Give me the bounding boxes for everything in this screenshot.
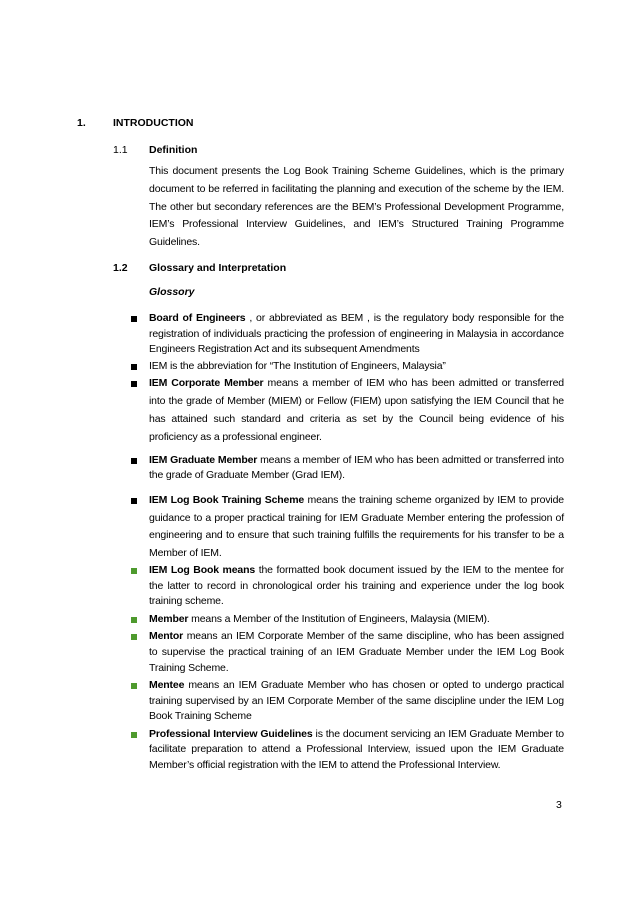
square-bullet-icon — [131, 568, 137, 574]
glossary-definition: means a member of IEM who has been admitted or transferred into the grade of Member (MIEM) or Fellow (FIEM) upon satisfying the IEM Council that he has attained such standard and criteria as set by the Council being evidence of his proficiency as a professional engineer. — [149, 377, 564, 443]
square-bullet-icon — [131, 316, 137, 322]
glossary-item-professional-interview-guidelines — [131, 727, 564, 774]
subsection-number-definition: 1.1 — [113, 144, 128, 156]
subsection-number-glossary: 1.2 — [113, 262, 128, 274]
glossary-definition: means a member of IEM who has been admitted or transferred into the grade of Graduate Member (Grad IEM). — [149, 453, 564, 482]
square-bullet-icon — [131, 458, 137, 464]
glossary-definition: means the training scheme organized by IEM to provide guidance to a proper practical training for IEM Graduate Member entering the profession of engineering and to ensure that such training fulfills the requirements for his transfer to be a Member of IEM. — [149, 493, 564, 560]
glossary-term: Board of Engineers — [149, 312, 246, 324]
glossary-list — [131, 311, 564, 774]
square-bullet-icon — [131, 683, 137, 689]
glossary-term: IEM Graduate Member — [149, 453, 258, 466]
section-number: 1. — [77, 117, 86, 129]
glossary-definition: , or abbreviated as BEM , is the regulatory body responsible for the registration of individuals practicing the profession of engineering in Malaysia in accordance Engineers Registration Act and its subsequent Amendments — [149, 312, 564, 356]
subsection-title-glossary: Glossary and Interpretation — [149, 262, 287, 274]
glossary-item-mentor — [131, 629, 564, 676]
square-bullet-icon — [131, 498, 137, 504]
glossary-item-iem-graduate-member — [131, 453, 564, 484]
glossary-item-iem-log-book — [131, 563, 564, 610]
glossary-definition: means an IEM Corporate Member of the same discipline, who has been assigned to supervise the practical training of an IEM Graduate Member under the IEM Log Book Training Scheme. — [149, 630, 564, 674]
square-bullet-icon — [131, 617, 137, 623]
subsection-title-definition: Definition — [149, 144, 198, 156]
definition-paragraph: This document presents the Log Book Training Scheme Guidelines, which is the primary document to be referred in facilitating the planning and execution of the scheme by the IEM. The other but secondary references are the BEM’s Professional Development Programme, IEM’s Professional Interview Guidelines, and IEM’s Structured Training Programme Guidelines. — [149, 165, 564, 249]
glossary-item-board-of-engineers — [131, 311, 564, 358]
square-bullet-icon — [131, 732, 137, 738]
glossary-term: Mentee — [149, 679, 185, 692]
glossary-definition: IEM is the abbreviation for “The Institution of Engineers, Malaysia” — [149, 359, 446, 372]
glossary-item-iem-corporate-member — [131, 375, 564, 446]
glossary-term: Professional Interview Guidelines — [149, 727, 313, 740]
glossary-term: Mentor — [149, 630, 184, 643]
glossary-definition: is the document servicing an IEM Graduate Member to facilitate preparation to attend a Professional Interview, issued upon the IEM Graduate Member’s official registration with the IEM to attend the Professional Interview. — [149, 727, 564, 772]
square-bullet-icon — [131, 364, 137, 370]
glossary-definition: means a Member of the Institution of Engineers, Malaysia (MIEM). — [188, 612, 490, 625]
glossary-term: IEM Log Book means — [149, 563, 256, 576]
glossary-term: Member — [149, 612, 189, 625]
page-number: 3 — [556, 799, 562, 811]
glossary-item-log-book-training-scheme — [131, 492, 564, 563]
glossory-label: Glossory — [149, 286, 195, 298]
square-bullet-icon — [131, 634, 137, 640]
section-title: INTRODUCTION — [113, 117, 194, 129]
glossary-item-mentee — [131, 678, 564, 725]
glossary-item-iem-abbreviation — [131, 359, 564, 375]
glossary-definition: means an IEM Graduate Member who has chosen or opted to undergo practical training supervised by an IEM Corporate Member of the same discipline under the IEM Log Book Training Scheme — [149, 679, 564, 723]
square-bullet-icon — [131, 381, 137, 387]
glossary-item-member — [131, 612, 564, 628]
glossary-term: IEM Log Book Training Scheme — [149, 493, 305, 506]
glossary-definition: the formatted book document issued by the IEM to the mentee for the latter to record in chronological order his training and experience under the log book training scheme. — [149, 563, 564, 608]
glossary-term: IEM Corporate Member — [149, 377, 264, 390]
